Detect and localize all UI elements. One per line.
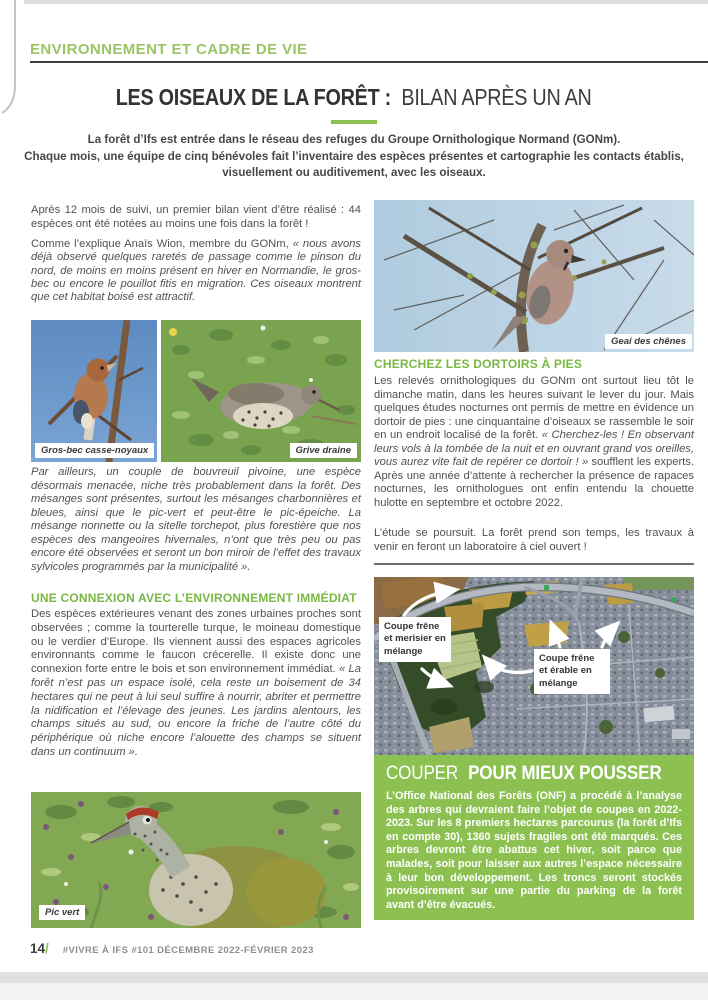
map-label-erable: Coupe frêne et érable en mélange: [534, 649, 610, 694]
map-marker: [544, 585, 549, 590]
intro-line: visuellement ou auditivement, avec les oiseaux.: [222, 166, 486, 179]
photo-grive: [161, 320, 361, 462]
page-edge-artifact: [0, 983, 708, 1000]
page-edge-artifact: [24, 0, 708, 4]
paragraph-lead: Comme l’explique Anaïs Wion, membre du GONm,: [31, 238, 293, 250]
grosbec-illustration: [31, 320, 157, 462]
page-footer: [30, 941, 314, 956]
page-edge-artifact: [0, 972, 708, 983]
paragraph-quote: « nous avons déjà observé quelques raretés de passage comme le pinson du nord, de moins en moins présent en hiver en Normandie, le gros-bec ou encore le pouillot fitis en migration. Ces oiseaux montrent que cet habitat boisé est attractif.: [31, 238, 361, 304]
column-divider: [374, 563, 694, 565]
heading-dortoirs: CHERCHEZ LES DORTOIRS À PIES: [374, 357, 583, 371]
photo-geai: [374, 200, 694, 352]
paragraph: [31, 238, 361, 304]
paragraph: Par ailleurs, un couple de bouvreuil pivoine, une espèce désormais menacée, niche très probablement dans la forêt. Des mésanges sont présentes, surtout les mésanges charbonnières et bleues, ainsi que le pic-vert et peut-être le pic-épeiche. La mésange nonnette ou la sitelle torchepot, plus forestière que nos espèces des mangeoires hivernales, n’ont que très peu ou pas encore été observées et seront un bon miroir de l’effet des travaux sylvicoles programmés par la municipalité ».: [31, 466, 361, 573]
geai-illustration: [374, 200, 694, 352]
paragraph: [31, 608, 361, 760]
panel-body: L’Office National des Forêts (ONF) a procédé à l’analyse des arbres qui devraient faire l’objet de coupes en 2022-2023. Sur les 8 premiers hectares parcourus (la forêt d’Ifs en compte 30), 1360 sujets fragiles ont été marqués. Ces arbres devront être abattus cet hiver, soit parce que malades, soit pour laisser aux autres l’espace nécessaire à leur bon développement. Les troncs seront stockés provisoirement sur une partie du parking de la forêt avant d’être évacués.: [386, 790, 682, 911]
footer-slash: /: [45, 941, 49, 956]
map-label-merisier: Coupe frêne et merisier en mélange: [379, 617, 451, 662]
intro-line: La forêt d’Ifs est entrée dans le réseau des refuges du Groupe Ornithologique Normand (GONm).: [87, 133, 621, 146]
article-title-main: LES OISEAUX DE LA FORÊT :: [116, 84, 392, 110]
paragraph: L’étude se poursuit. La forêt prend son temps, les travaux à venir en feront un laboratoire à ciel ouvert !: [374, 527, 694, 553]
paragraph: [374, 375, 694, 510]
paragraph-lead: Des espèces extérieures venant des zones urbaines proches sont observées ; comme la tourterelle turque, le moineau domestique ou le verdier d’Europe. Ils viennent aussi des espaces agricoles environnants comme le faucon crécerelle. Il existe donc une connexion forte entre le bois et son environnement immédiat.: [31, 608, 361, 676]
article-title: [0, 84, 708, 111]
article-title-sub: BILAN APRÈS UN AN: [401, 84, 592, 110]
paragraph-lead: Les relevés ornithologiques du GONm ont surtout lieu tôt le dimanche matin, dans les heures suivant le lever du jour. Mais quelques études nocturnes ont permis de mettre en évidence un dortoir de pies : une cinquantaine d’oiseaux se rassemble le soir en un endroit localisé de la forêt.: [374, 375, 694, 441]
title-accent-bar: [331, 120, 377, 124]
panel-couper: [374, 755, 694, 920]
panel-title: [386, 763, 682, 785]
aerial-map: [374, 577, 694, 755]
paragraph-quote: « La forêt n’est pas un espace isolé, cela reste un boisement de 34 hectares qui ne peut à lui seul suffire à nourrir, abriter et permettre la nidification et l’élevage des jeunes. Les jardins alentours, les champs situés au sud, ou encore la friche de l’autre côté du périphérique où niche encore l’alouette des champs se situent dans un continuum ».: [31, 663, 361, 758]
paragraph-tail: soufflent les experts. Après une année d’attente à rechercher la présence de rapaces nocturnes, les ornithologues ont enfin entendu la chouette hulotte en septembre et octobre 2022.: [374, 456, 694, 509]
panel-title-bold: POUR MIEUX POUSSER: [468, 763, 662, 784]
panel-title-light: COUPER: [386, 763, 459, 784]
paragraph-quote: « Cherchez-les ! En observant leurs vols à la tombée de la nuit et en ouvrant grand vos oreilles, vous aurez vite fait de repérer ce dortoir ! »: [374, 429, 694, 468]
page-number: 14: [30, 941, 46, 956]
header-rule: [30, 61, 708, 63]
grive-illustration: [161, 320, 361, 462]
photo-picvert: [31, 792, 361, 928]
photo-caption: Pic vert: [39, 905, 85, 920]
subheading-connexion: UNE CONNEXION AVEC L’ENVIRONNEMENT IMMÉDIAT: [31, 591, 357, 605]
magazine-issue: #VIVRE À IFS #101 DÉCEMBRE 2022-FÉVRIER 2023: [62, 945, 314, 956]
paragraph: Après 12 mois de suivi, un premier bilan vient d’être réalisé : 44 espèces ont été notées au moins une fois dans la forêt !: [31, 204, 361, 230]
intro-line: Chaque mois, une équipe de cinq bénévoles fait l’inventaire des espèces présentes et cartographie les contacts établis,: [24, 149, 684, 163]
photo-caption: Gros-bec casse-noyaux: [35, 443, 154, 458]
intro-paragraph: [14, 132, 694, 182]
photo-caption: Grive draine: [290, 443, 357, 458]
photo-caption: Geai des chênes: [605, 334, 692, 349]
photo-grosbec: [31, 320, 157, 462]
section-header: ENVIRONNEMENT ET CADRE DE VIE: [30, 41, 308, 58]
map-marker: [671, 597, 676, 602]
